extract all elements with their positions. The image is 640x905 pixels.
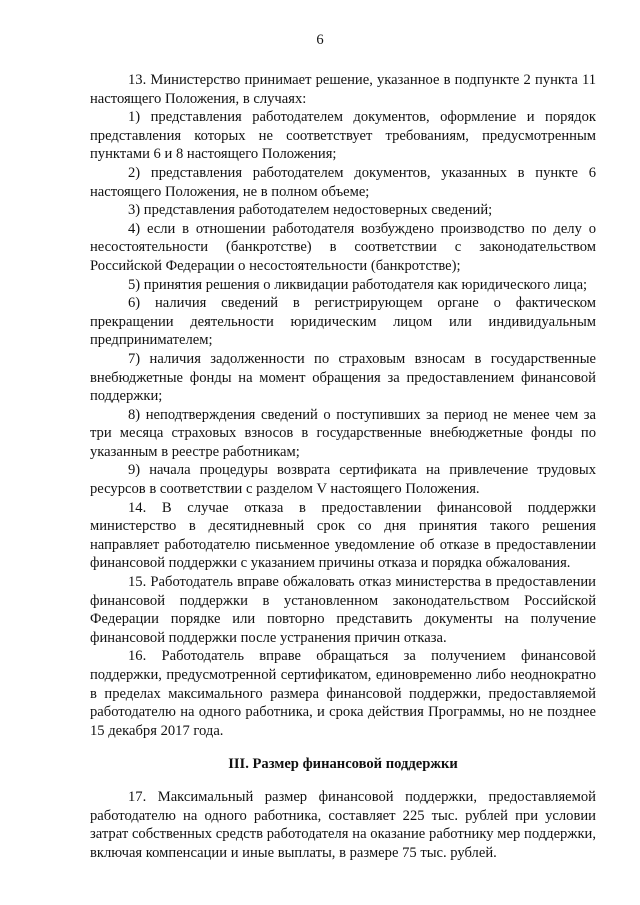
- section-heading: III. Размер финансовой поддержки: [228, 756, 458, 773]
- list-item-5: 5) принятия решения о ликвидации работодателя как юридического лица;: [128, 276, 588, 293]
- list-item-3: 3) представления работодателем недостоверных сведений;: [128, 202, 493, 219]
- paragraph-14: 14. В случае отказа в предоставлении финансовой поддержки министерство в десятидневный срок со дня принятия такого решения направляет работодателю письменное уведомление об отказе в предоставлении финансовой поддержки с указанием причины отказа и порядка обжалования.: [90, 499, 596, 572]
- heading-spacer-bottom: [90, 774, 596, 788]
- list-item-6: 6) наличия сведений в регистрирующем органе о фактическом прекращении деятельности юридическим лицом или индивидуальным предпринимателем;: [90, 295, 596, 349]
- list-item-7: 7) наличия задолженности по страховым взносам в государственные внебюджетные фонды на момент обращения за предоставлением финансовой поддержки;: [90, 350, 596, 405]
- list-item-9: 9) начала процедуры возврата сертификата на привлечение трудовых ресурсов в соответствии с разделом V настоящего Положения.: [90, 462, 596, 498]
- list-item-1: 1) представления работодателем документов, оформление и порядок представления которых не соответствует требованиям, предусмотренным пунктами 6 и 8 настоящего Положения;: [90, 109, 596, 163]
- document-body: [90, 71, 596, 862]
- list-item-8: 8) неподтверждения сведений о поступивших за период не менее чем за три месяца страховых взносов в государственные внебюджетные фонды по указанным в реестре работникам;: [90, 406, 596, 460]
- list-item-2: 2) представления работодателем документов, указанных в пункте 6 настоящего Положения, не в полном объеме;: [90, 164, 596, 200]
- paragraph-13: 13. Министерство принимает решение, указанное в подпункте 2 пункта 11 настоящего Положения, в случаях:: [90, 72, 596, 107]
- heading-spacer-top: [90, 740, 596, 755]
- page-number: 6: [316, 32, 324, 48]
- paragraph-17: 17. Максимальный размер финансовой поддержки, предоставляемой работодателю на одного работника, составляет 225 тыс. рублей при условии затрат собственных средств работодателя на оказание работнику мер поддержки, включая компенсации и иные выплаты, в размере 75 тыс. рублей.: [90, 788, 596, 861]
- list-item-4: 4) если в отношении работодателя возбуждено производство по делу о несостоятельности (банкротстве) в соответствии с законодательством Российской Федерации о несостоятельности (банкротстве);: [90, 220, 596, 274]
- paragraph-15: 15. Работодатель вправе обжаловать отказ министерства в предоставлении финансовой поддержки в установленном законодательством Российской Федерации порядке или повторно представить документы на получение финансовой поддержки после устранения причин отказа.: [90, 574, 596, 646]
- paragraph-16: 16. Работодатель вправе обращаться за получением финансовой поддержки, предусмотренной сертификатом, единовременно либо неоднократно в пределах максимального размера финансовой поддержки, предоставляемой работодателю на одного работника, и срока действия Программы, но не позднее 15 декабря 2017 года.: [90, 648, 596, 739]
